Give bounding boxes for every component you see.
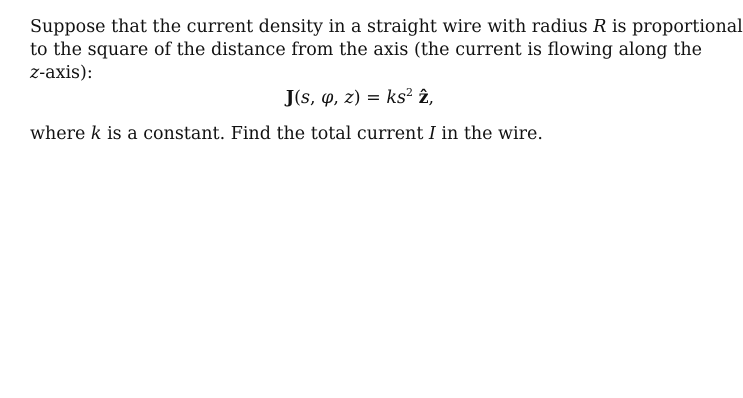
- comma: ,: [309, 88, 322, 108]
- radius-variable: R: [593, 17, 607, 37]
- current-density-symbol: J: [285, 88, 295, 108]
- statement-line-3: [30, 62, 702, 85]
- statement-line-1: [30, 16, 743, 39]
- z-unit-vector: ẑ: [418, 88, 429, 108]
- current-variable: I: [428, 124, 436, 144]
- exponent: 2: [405, 86, 413, 99]
- s-variable: s: [301, 88, 310, 108]
- statement-text: -axis):: [39, 63, 93, 83]
- question-text: where: [30, 124, 91, 144]
- equals-sign: =: [360, 88, 387, 108]
- k-constant: k: [90, 124, 102, 144]
- statement-line-2: to the square of the distance from the axis (the current is flowing along the: [30, 40, 702, 60]
- z-variable: z: [30, 63, 40, 83]
- z-variable: z: [344, 88, 354, 108]
- statement-text: is proportional: [606, 17, 743, 37]
- question-text: is a constant. Find the total current: [101, 124, 429, 144]
- question-line: [30, 123, 702, 146]
- comma: ,: [333, 88, 345, 108]
- problem-statement: [30, 16, 743, 85]
- question-text: in the wire.: [435, 124, 543, 144]
- paren-close: ): [353, 88, 361, 108]
- statement-text: Suppose that the current density in a straight wire with radius: [30, 17, 594, 37]
- s-variable: s: [397, 88, 406, 108]
- problem-question: [30, 123, 702, 146]
- paren-open: (: [294, 88, 301, 108]
- k-constant: k: [386, 88, 397, 108]
- phi-variable: φ: [321, 88, 334, 108]
- trailing-comma: ,: [428, 88, 435, 108]
- current-density-equation: [0, 86, 720, 110]
